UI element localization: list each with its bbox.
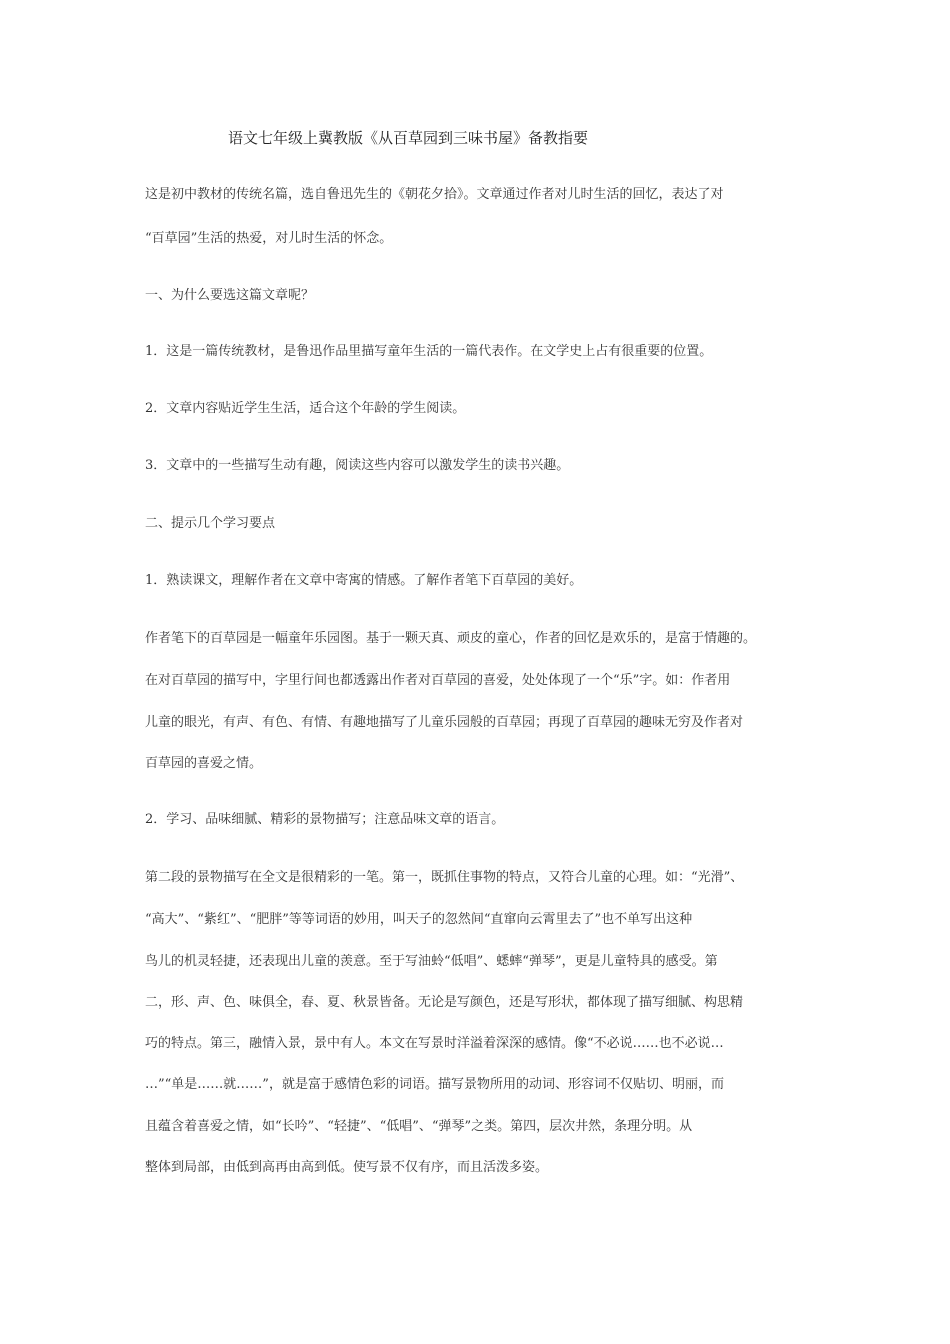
- paragraph-1-line-4: 百草园的喜爱之情。: [145, 756, 263, 771]
- section-1-heading: 一、为什么要选这篇文章呢？: [145, 288, 315, 303]
- section-2-heading: 二、提示几个学习要点: [145, 516, 276, 531]
- point-2: 2．学习、品味细腻、精彩的景物描写；注意品味文章的语言。: [145, 812, 505, 827]
- intro-line-2: “百草园”生活的热爱，对儿时生活的怀念。: [145, 231, 393, 246]
- paragraph-2-line-6: …”“单是……就……”，就是富于感情色彩的词语。描写景物所用的动词、形容词不仅贴切、明丽，而: [145, 1077, 724, 1092]
- page-title: 语文七年级上冀教版《从百草园到三味书屋》备教指要: [228, 129, 589, 147]
- section-1-item-2: 2．文章内容贴近学生生活，适合这个年龄的学生阅读。: [145, 401, 466, 416]
- paragraph-2-line-3: 鸟儿的机灵轻捷，还表现出儿童的羡意。至于写油蛉“低唱”、蟋蟀“弹琴”，更是儿童特具的感受。第: [145, 954, 718, 969]
- paragraph-2-line-1: 第二段的景物描写在全文是很精彩的一笔。第一，既抓住事物的特点，又符合儿童的心理。如：“光滑”、: [145, 870, 744, 885]
- paragraph-1-line-1: 作者笔下的百草园是一幅童年乐园图。基于一颗天真、顽皮的童心，作者的回忆是欢乐的，是富于情趣的。: [145, 631, 757, 646]
- paragraph-2-line-8: 整体到局部，由低到高再由高到低。使写景不仅有序，而且活泼多姿。: [145, 1160, 549, 1175]
- paragraph-2-line-7: 且蕴含着喜爱之情，如“长吟”、“轻捷”、“低唱”、“弹琴”之类。第四，层次井然，条理分明。从: [145, 1119, 693, 1134]
- paragraph-2-line-5: 巧的特点。第三，融情入景，景中有人。本文在写景时洋溢着深深的感情。像“不必说……也不必说…: [145, 1036, 724, 1051]
- section-1-item-1: 1．这是一篇传统教材，是鲁迅作品里描写童年生活的一篇代表作。在文学史上占有很重要的位置。: [145, 344, 713, 359]
- intro-line-1: 这是初中教材的传统名篇，选自鲁迅先生的《朝花夕拾》。文章通过作者对儿时生活的回忆，表达了对: [145, 187, 724, 202]
- paragraph-1-line-2: 在对百草园的描写中，字里行间也都透露出作者对百草园的喜爱，处处体现了一个“乐”字。如：作者用: [145, 673, 731, 688]
- point-1: 1．熟读课文，理解作者在文章中寄寓的情感。了解作者笔下百草园的美好。: [145, 573, 583, 588]
- paragraph-2-line-2: “高大”、“紫红”、“肥胖”等等词语的妙用，叫天子的忽然间“直窜向云霄里去了”也不单写出这种: [145, 912, 693, 927]
- paragraph-2-line-4: 二，形、声、色、味俱全，春、夏、秋景皆备。无论是写颜色，还是写形状，都体现了描写细腻、构思精: [145, 995, 744, 1010]
- section-1-item-3: 3．文章中的一些描写生动有趣，阅读这些内容可以激发学生的读书兴趣。: [145, 458, 570, 473]
- paragraph-1-line-3: 儿童的眼光，有声、有色、有情、有趣地描写了儿童乐园般的百草园；再现了百草园的趣味无穷及作者对: [145, 715, 744, 730]
